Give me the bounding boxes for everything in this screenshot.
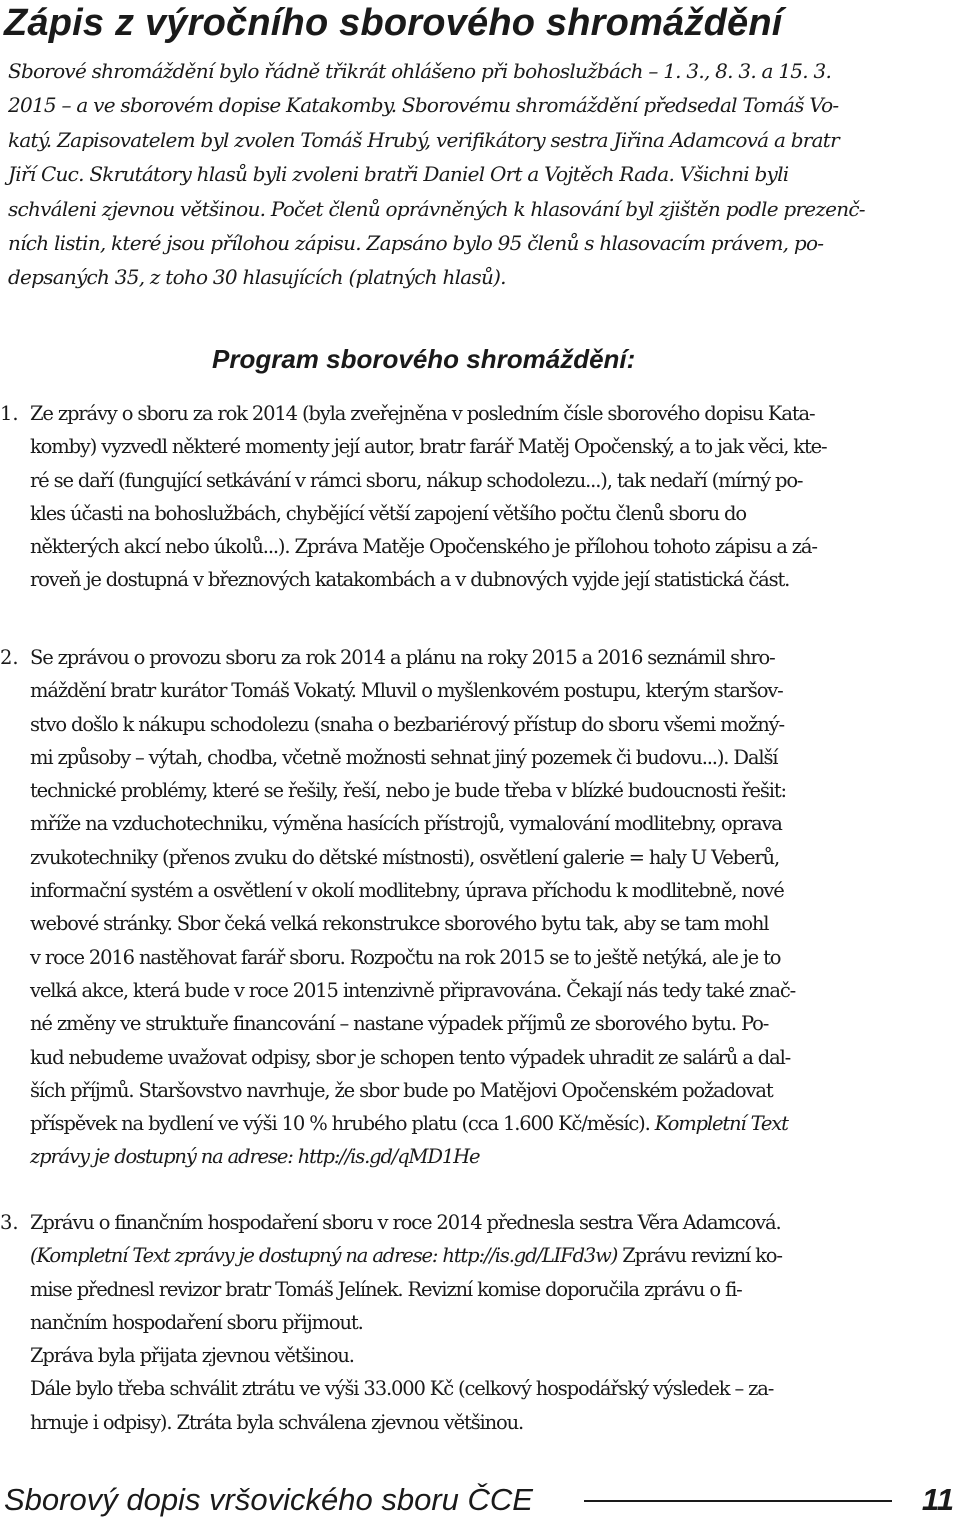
document-title: Zápis z výročního sborového shromáždění [4,2,783,44]
intro-paragraph [8,54,954,295]
item-line: informační systém a osvětlení v okolí modlitebny, úprava příchodu k modlitebně, nové [30,879,784,903]
item-line: technické problémy, které se řešily, řeší, nebo je bude třeba v blízké budoucnosti řešit: [30,779,786,803]
item-line [0,1239,958,1272]
program-heading: Program sborového shromáždění: [212,344,636,374]
item-line: Zpráva byla přijata zjevnou většinou. [30,1344,354,1368]
item-line: ších příjmů. Staršovstvo navrhuje, že sbor bude po Matějovi Opočenském požadovat [30,1078,773,1102]
item-line: hrnuje i odpisy). Ztráta byla schválena zjevnou většinou. [30,1410,524,1434]
program-item-2 [0,641,958,1174]
item-line [0,397,958,430]
item-line: mi způsoby – výtah, chodba, včetně možnosti sehnat jiný pozemek či budovu...). Další [30,745,778,769]
item-text: Ze zprávy o sboru za rok 2014 (byla zveřejněna v posledním čísle sborového dopisu Kata- [30,402,815,425]
item-line: roveň je dostupná v březnových katakombách a v dubnových vyjde její statistická část. [30,568,790,592]
item-line [0,641,958,674]
item-text: příspěvek na bydlení ve výši 10 % hrubého platu (cca 1.600 Kč/měsíc). [30,1112,650,1136]
program-item-1 [0,397,958,597]
intro-line: Jiří Cuc. Skrutátory hlasů byli zvoleni bratři Daniel Ort a Vojtěch Rada. Všichni byli [8,162,789,187]
item-line: zvukotechniky (přenos zvuku do dětské místnosti), osvětlení galerie = haly U Veberů, [30,845,779,869]
item-line: Dále bylo třeba schválit ztrátu ve výši 33.000 Kč (celkový hospodářský výsledek – za- [30,1377,774,1401]
item-line [0,1206,958,1239]
intro-line: 2015 – a ve sborovém dopise Katakomby. Sborovému shromáždění předsedal Tomáš Vo- [8,93,839,118]
item-line: ré se daří (fungující setkávání v rámci sboru, nákup schodolezu...), tak nedaří (mírný po- [30,468,803,492]
item-text: Zprávu o finančním hospodaření sboru v roce 2014 přednesla sestra Věra Adamcová. [30,1211,781,1234]
item-text: Se zprávou o provozu sboru za rok 2014 a plánu na roky 2015 a 2016 seznámil shro- [30,646,775,669]
item-line: né změny ve struktuře financování – nastane výpadek příjmů ze sborového bytu. Po- [30,1012,769,1036]
intro-line: ních listin, které jsou přílohou zápisu. Zapsáno bylo 95 členů s hlasovacím právem, po- [8,230,824,255]
report-link-line: zprávy je dostupný na adrese: http://is.gd/qMD1He [30,1145,480,1169]
report-link-note: (Kompletní Text zprávy je dostupný na adrese: http://is.gd/LIFd3w) [30,1244,618,1268]
item-line: mise přednesl revizor bratr Tomáš Jelínek. Revizní komise doporučila zprávu o fi- [30,1277,742,1301]
item-line: některých akcí nebo úkolů...). Zpráva Matěje Opočenského je přílohou tohoto zápisu a zá- [30,535,817,559]
intro-line: schváleni zjevnou většinou. Počet členů oprávněných k hlasování byl zjištěn podle prezenč- [8,196,865,221]
item-line [0,1107,958,1140]
footer-divider [584,1500,892,1502]
intro-line: katý. Zapisovatelem byl zvolen Tomáš Hrubý, verifikátory sestra Jiřina Adamcová a bratr [8,127,839,152]
item-line: kud nebudeme uvažovat odpisy, sbor je schopen tento výpadek uhradit ze salárů a dal- [30,1045,791,1069]
item-line: mříže na vzduchotechniku, výměna hasících přístrojů, vymalování modlitebny, oprava [30,812,782,836]
item-line: máždění bratr kurátor Tomáš Vokatý. Mluvil o myšlenkovém postupu, kterým staršov- [30,679,783,703]
item-number: 1. [0,402,19,425]
item-number: 3. [0,1211,19,1234]
intro-line: Sborové shromáždění bylo řádně třikrát ohlášeno při bohoslužbách – 1. 3., 8. 3. a 15. 3. [8,59,832,83]
report-link-intro: Kompletní Text [649,1112,788,1136]
item-line: v roce 2016 nastěhovat farář sboru. Rozpočtu na rok 2015 se to ještě netýká, ale je to [30,945,781,969]
item-line: stvo došlo k nákupu schodolezu (snaha o bezbariérový přístup do sboru všemi možný- [30,712,784,736]
program-item-3 [0,1206,958,1439]
item-line: komby) vyzvedl některé momenty její autor, bratr farář Matěj Opočenský, a to jak věci, kte- [30,435,827,459]
item-line: webové stránky. Sbor čeká velká rekonstrukce sborového bytu tak, aby se tam mohl [30,912,769,936]
item-line: velká akce, která bude v roce 2015 intenzivně připravována. Čekají nás tedy také znač- [30,978,796,1002]
page-number: 11 [921,1482,954,1517]
item-text: Zprávu revizní ko- [617,1244,782,1268]
footer-publication-title: Sborový dopis vršovického sboru ČCE [4,1482,533,1517]
item-line: kles účasti na bohoslužbách, chybějící větší zapojení většího počtu členů sboru do [30,501,746,525]
item-line: nančním hospodaření sboru přijmout. [30,1310,363,1334]
intro-line: depsaných 35, z toho 30 hlasujících (platných hlasů). [8,265,506,290]
item-number: 2. [0,646,19,669]
